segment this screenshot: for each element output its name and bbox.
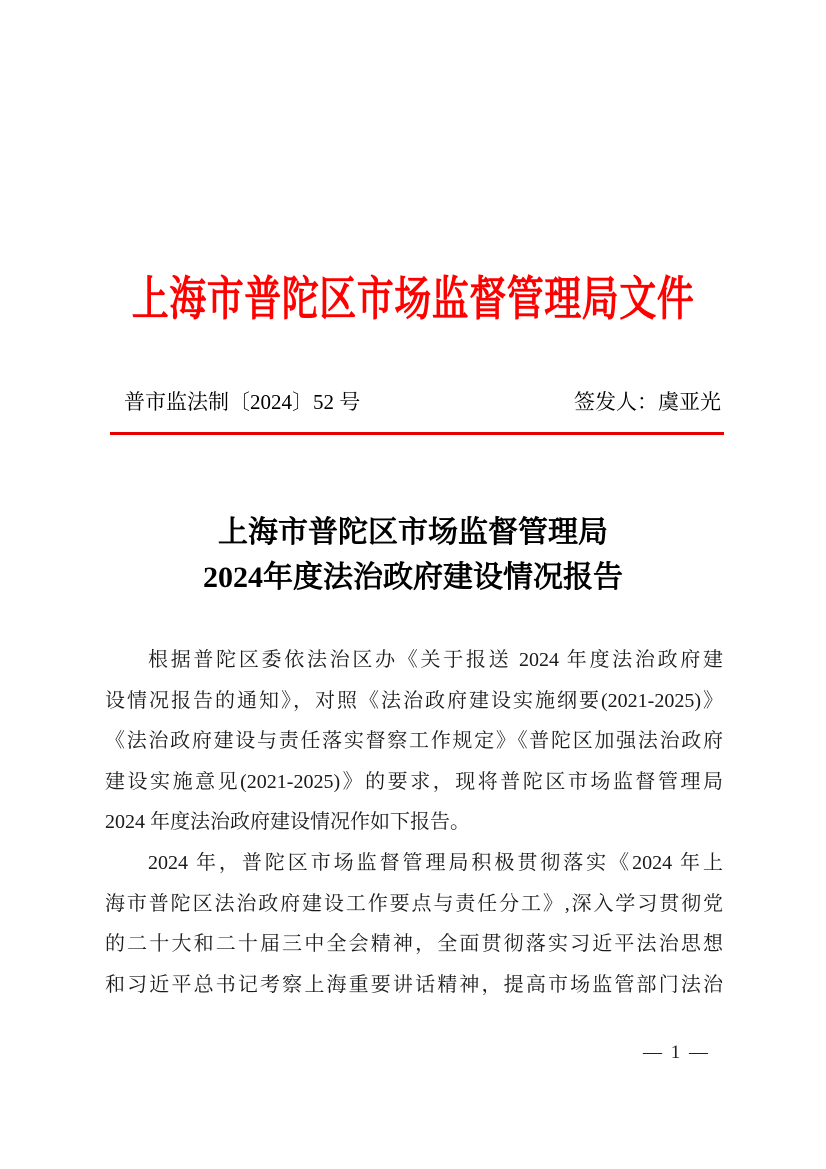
letterhead-title: 上海市普陀区市场监督管理局文件 — [131, 274, 695, 327]
reference-row — [110, 389, 724, 416]
text-line: 建设实施意见(2021-2025)》的要求，现将普陀区市场监督管理局 — [105, 770, 723, 793]
text-line: 设情况报告的通知》，对照《法治政府建设实施纲要(2021-2025)》 — [105, 689, 723, 712]
text-line: 2024 年度法治政府建设情况作如下报告。 — [105, 811, 470, 834]
document-title-line1: 上海市普陀区市场监督管理局 — [218, 516, 608, 549]
text-line: 海市普陀区法治政府建设工作要点与责任分工》,深入学习贯彻党 — [105, 892, 723, 915]
text-line: 2024 年，普陀区市场监督管理局积极贯彻落实《2024 年上 — [148, 851, 723, 874]
document-title-line2: 2024年度法治政府建设情况报告 — [203, 561, 623, 594]
document-title — [0, 510, 826, 600]
page-number: — 1 — — [643, 1042, 710, 1063]
text-line: 和习近平总书记考察上海重要讲话精神，提高市场监管部门法治 — [105, 973, 723, 996]
text-line: 《法治政府建设与责任落实督察工作规定》《普陀区加强法治政府 — [105, 730, 723, 753]
signer: 签发人：虞亚光 — [574, 390, 721, 414]
text-line: 根据普陀区委依法治区办《关于报送 2024 年度法治政府建 — [148, 649, 723, 671]
document-body — [105, 640, 723, 1005]
red-divider-line — [110, 432, 724, 435]
text-line: 的二十大和二十届三中全会精神，全面贯彻落实习近平法治思想 — [105, 933, 723, 956]
document-number: 普市监法制〔2024〕52 号 — [124, 390, 361, 414]
